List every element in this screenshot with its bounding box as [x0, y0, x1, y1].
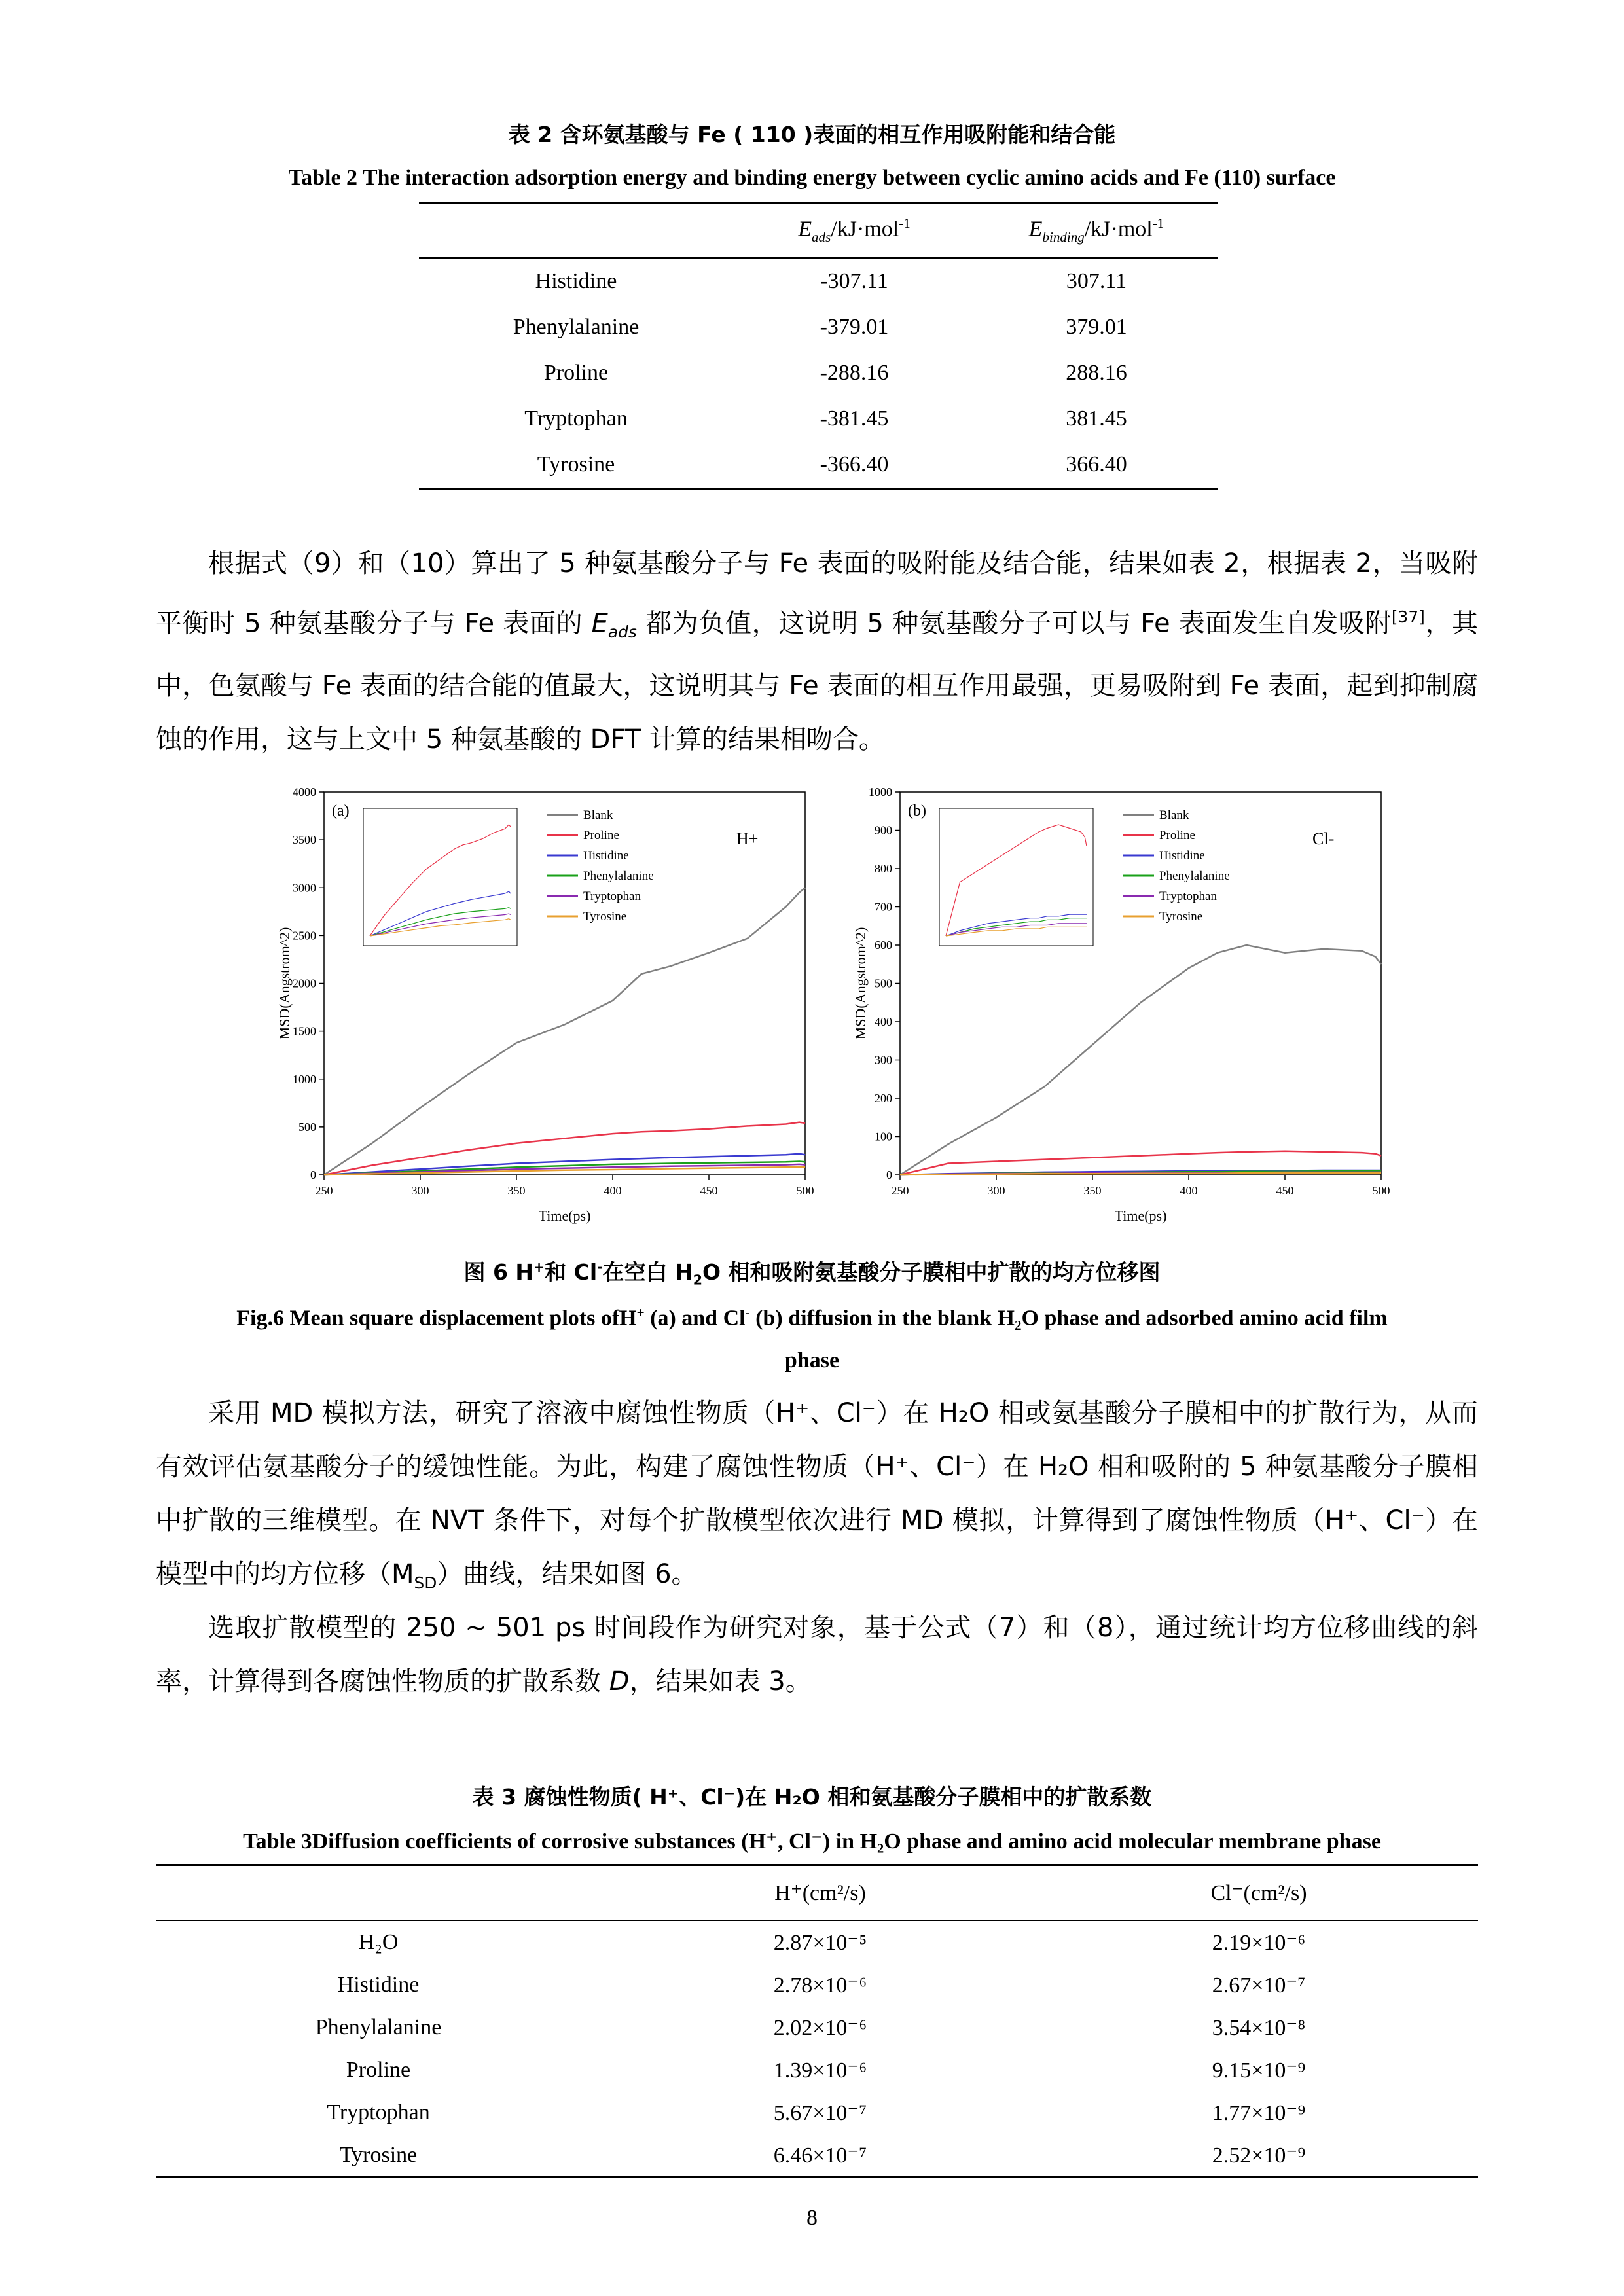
series-line-proline: [324, 1122, 805, 1175]
ion-annotation: Cl-: [1312, 829, 1335, 848]
table2: [419, 202, 1218, 490]
table2-row: [419, 396, 1218, 442]
table2-cell-name: Tyrosine: [537, 452, 615, 476]
x-axis-label: Time(ps): [538, 1208, 591, 1224]
table3-row: [156, 2006, 1478, 2049]
x-tick-label: 250: [891, 1184, 909, 1197]
table3-cell-h: 2.87×10⁻⁵: [773, 1930, 867, 1955]
paragraph-diffusion: 选取扩散模型的 250 ~ 501 ps 时间段作为研究对象，基于公式（7）和（8），通过统计均方位移曲线的斜率，计算得到各腐蚀性物质的扩散系数 D，结果如表 3。: [156, 1613, 1478, 1696]
table3-cell-name: Tyrosine: [339, 2142, 418, 2167]
y-tick-label: 900: [875, 823, 892, 837]
table3-row: [156, 2049, 1478, 2091]
x-tick-label: 500: [796, 1184, 814, 1197]
table2-cell-name: Tryptophan: [524, 406, 628, 431]
y-tick-label: 3000: [293, 881, 316, 895]
x-tick-label: 450: [700, 1184, 718, 1197]
table2-cell-ebinding: 381.45: [1066, 406, 1127, 431]
table2-cell-ebinding: 366.40: [1066, 452, 1127, 476]
legend-label: Tryptophan: [583, 889, 641, 903]
y-tick-label: 300: [875, 1053, 892, 1067]
msd-chart-h-plus: [275, 782, 818, 1227]
table2-cell-ebinding: 288.16: [1066, 361, 1127, 385]
table3-caption-zh: 表 3 腐蚀性物质( H⁺、Cl⁻)在 H₂O 相和氨基酸分子膜相中的扩散系数: [472, 1784, 1152, 1810]
y-tick-label: 600: [875, 939, 892, 952]
legend-label: Tyrosine: [583, 910, 627, 924]
table3-caption-en: Table 3Diffusion coefficients of corrosive substances (H⁺, Cl⁻) in H₂O phase and amino acid molecular membrane phase: [243, 1829, 1381, 1854]
figure6-caption-en-line2: phase: [784, 1348, 840, 1372]
ion-annotation: H+: [736, 829, 759, 848]
y-axis-label: MSD(Angstrom^2): [276, 927, 293, 1040]
table3-cell-name: Proline: [346, 2057, 411, 2082]
table2-row: [419, 258, 1218, 304]
table2-caption-en: Table 2 The interaction adsorption energy and binding energy between cyclic amino acids and Fe (110) surface: [288, 166, 1336, 190]
table3-header-h: H⁺(cm²/s): [774, 1881, 866, 1905]
table3-cell-h: 2.02×10⁻⁶: [773, 2015, 867, 2040]
table3-cell-name: Phenylalanine: [315, 2015, 442, 2039]
legend-label: Histidine: [1159, 849, 1205, 863]
paragraph-md-simulation: 采用 MD 模拟方法，研究了溶液中腐蚀性物质（H⁺、Cl⁻）在 H₂O 相或氨基酸分子膜相中的扩散行为，从而有效评估氨基酸分子的缓蚀性能。为此，构建了腐蚀性物质（H⁺、Cl⁻）在 H₂O 相和吸附的 5 种氨基酸分子膜相中扩散的三维模型。在 NVT 条件下，对每个扩散模型依次进行 MD 模拟，计算得到了腐蚀性物质（H⁺、Cl⁻）在模型中的均方位移$(M_{SD})$曲线，结果如图 6。: [156, 1398, 1478, 1592]
table3-cell-cl: 9.15×10⁻⁹: [1212, 2058, 1306, 2083]
y-axis-label: MSD(Angstrom^2): [852, 927, 869, 1040]
page-number: 8: [806, 2206, 818, 2230]
table2-cell-name: Histidine: [535, 269, 617, 293]
inset-frame: [363, 808, 517, 946]
table2-cell-eads: -307.11: [820, 269, 888, 293]
table3-cell-cl: 2.67×10⁻⁷: [1212, 1973, 1306, 1998]
table2-cell-eads: -379.01: [820, 315, 889, 339]
legend-label: Tryptophan: [1159, 889, 1217, 903]
legend-label: Phenylalanine: [583, 869, 654, 883]
y-tick-label: 2500: [293, 929, 316, 942]
table3: [156, 1864, 1478, 2178]
x-tick-label: 300: [411, 1184, 429, 1197]
table3-header-cl: Cl⁻(cm²/s): [1210, 1881, 1307, 1905]
table2-cell-eads: -366.40: [820, 452, 889, 476]
table3-row: [156, 1920, 1478, 1964]
y-tick-label: 1000: [293, 1072, 316, 1086]
table2-cell-eads: -381.45: [820, 406, 889, 431]
table3-cell-h: 5.67×10⁻⁷: [773, 2100, 867, 2125]
table3-header-blank: [156, 1865, 601, 1921]
table2-cell-name: Proline: [543, 361, 609, 385]
y-tick-label: 100: [875, 1130, 892, 1143]
y-tick-label: 1500: [293, 1024, 316, 1038]
series-line-blank: [900, 945, 1381, 1175]
paragraph-adsorption: 根据式（9）和（10）算出了 5 种氨基酸分子与 Fe 表面的吸附能及结合能，结果如表 2，根据表 2，当吸附平衡时 5 种氨基酸分子与 Fe 表面的 $E_{ads}$ 都为负值，这说明 5 种氨基酸分子可以与 Fe 表面发生自发吸附[37]，其中，色氨酸与 Fe 表面的结合能的值最大，这说明其与 Fe 表面的相互作用最强，更易吸附到 Fe 表面，起到抑制腐蚀的作用，这与上文中 5 种氨基酸的 DFT 计算的结果相吻合。: [156, 548, 1479, 755]
table2-cell-ebinding: 307.11: [1066, 269, 1127, 293]
x-tick-label: 350: [507, 1184, 526, 1197]
y-tick-label: 2000: [293, 977, 316, 990]
legend-label: Phenylalanine: [1159, 869, 1230, 883]
panel-label: (a): [332, 802, 350, 819]
x-tick-label: 450: [1276, 1184, 1294, 1197]
table3-cell-cl: 2.52×10⁻⁹: [1212, 2143, 1306, 2168]
y-tick-label: 500: [875, 977, 892, 990]
table3-cell-h: 1.39×10⁻⁶: [773, 2058, 867, 2083]
legend-label: Proline: [583, 829, 619, 842]
table2-header-blank: [419, 203, 733, 259]
table3-row: [156, 2091, 1478, 2134]
legend-label: Proline: [1159, 829, 1195, 842]
x-tick-label: 400: [1180, 1184, 1198, 1197]
table2-cell-ebinding: 379.01: [1066, 315, 1127, 339]
y-tick-label: 0: [310, 1168, 316, 1181]
y-tick-label: 200: [875, 1092, 892, 1105]
x-tick-label: 400: [604, 1184, 622, 1197]
x-tick-label: 500: [1372, 1184, 1390, 1197]
panel-label: (b): [908, 802, 926, 819]
legend-label: Blank: [1159, 808, 1189, 822]
figure6-caption-zh: 图 6 H+和 Cl-在空白 $H_2O$ 相和吸附氨基酸分子膜相中扩散的均方位移图: [463, 1259, 1161, 1288]
legend-label: Blank: [583, 808, 613, 822]
table2-cell-eads: -288.16: [820, 361, 889, 385]
x-tick-label: 250: [315, 1184, 333, 1197]
table2-row: [419, 350, 1218, 396]
y-tick-label: 500: [298, 1120, 316, 1134]
table2-caption-zh: 表 2 含环氨基酸与 Fe ( 110 )表面的相互作用吸附能和结合能: [508, 122, 1116, 147]
inset-frame: [939, 808, 1093, 946]
y-tick-label: 1000: [869, 785, 892, 798]
y-tick-label: 800: [875, 862, 892, 875]
table2-header-eads: $E_{ads}/kJ\cdot mol^{-1}$: [798, 215, 911, 245]
table2-cell-name: Phenylalanine: [513, 315, 640, 339]
table2-header-ebinding: $E_{binding}/kJ\cdot mol^{-1}$: [1028, 215, 1164, 245]
msd-chart-cl-minus: [851, 782, 1394, 1227]
table3-cell-h: 6.46×10⁻⁷: [773, 2143, 867, 2168]
table2-row: [419, 442, 1218, 489]
y-tick-label: 3500: [293, 833, 316, 847]
y-tick-label: 700: [875, 900, 892, 914]
y-tick-label: 4000: [293, 785, 316, 798]
table3-cell-cl: 3.54×10⁻⁸: [1212, 2015, 1306, 2040]
table3-cell-h: 2.78×10⁻⁶: [773, 1973, 867, 1998]
table3-cell-cl: 2.19×10⁻⁶: [1212, 1930, 1306, 1955]
table2-row: [419, 304, 1218, 350]
x-tick-label: 350: [1083, 1184, 1102, 1197]
legend-label: Histidine: [583, 849, 629, 863]
table3-cell-cl: 1.77×10⁻⁹: [1212, 2100, 1306, 2125]
table3-row: [156, 2134, 1478, 2178]
x-tick-label: 300: [987, 1184, 1005, 1197]
legend-label: Tyrosine: [1159, 910, 1203, 924]
table3-row: [156, 1964, 1478, 2006]
table3-cell-name: Tryptophan: [327, 2100, 430, 2125]
y-tick-label: 0: [886, 1168, 892, 1181]
figure6-caption-en: Fig.6 Mean square displacement plots ofH+ (a) and Cl- (b) diffusion in the blank $H_2O$ phase and adsorbed amino acid film: [236, 1304, 1388, 1334]
table3-cell-name: H₂O: [358, 1929, 399, 1954]
table3-cell-name: Histidine: [337, 1972, 420, 1997]
y-tick-label: 400: [875, 1015, 892, 1028]
x-axis-label: Time(ps): [1114, 1208, 1167, 1224]
